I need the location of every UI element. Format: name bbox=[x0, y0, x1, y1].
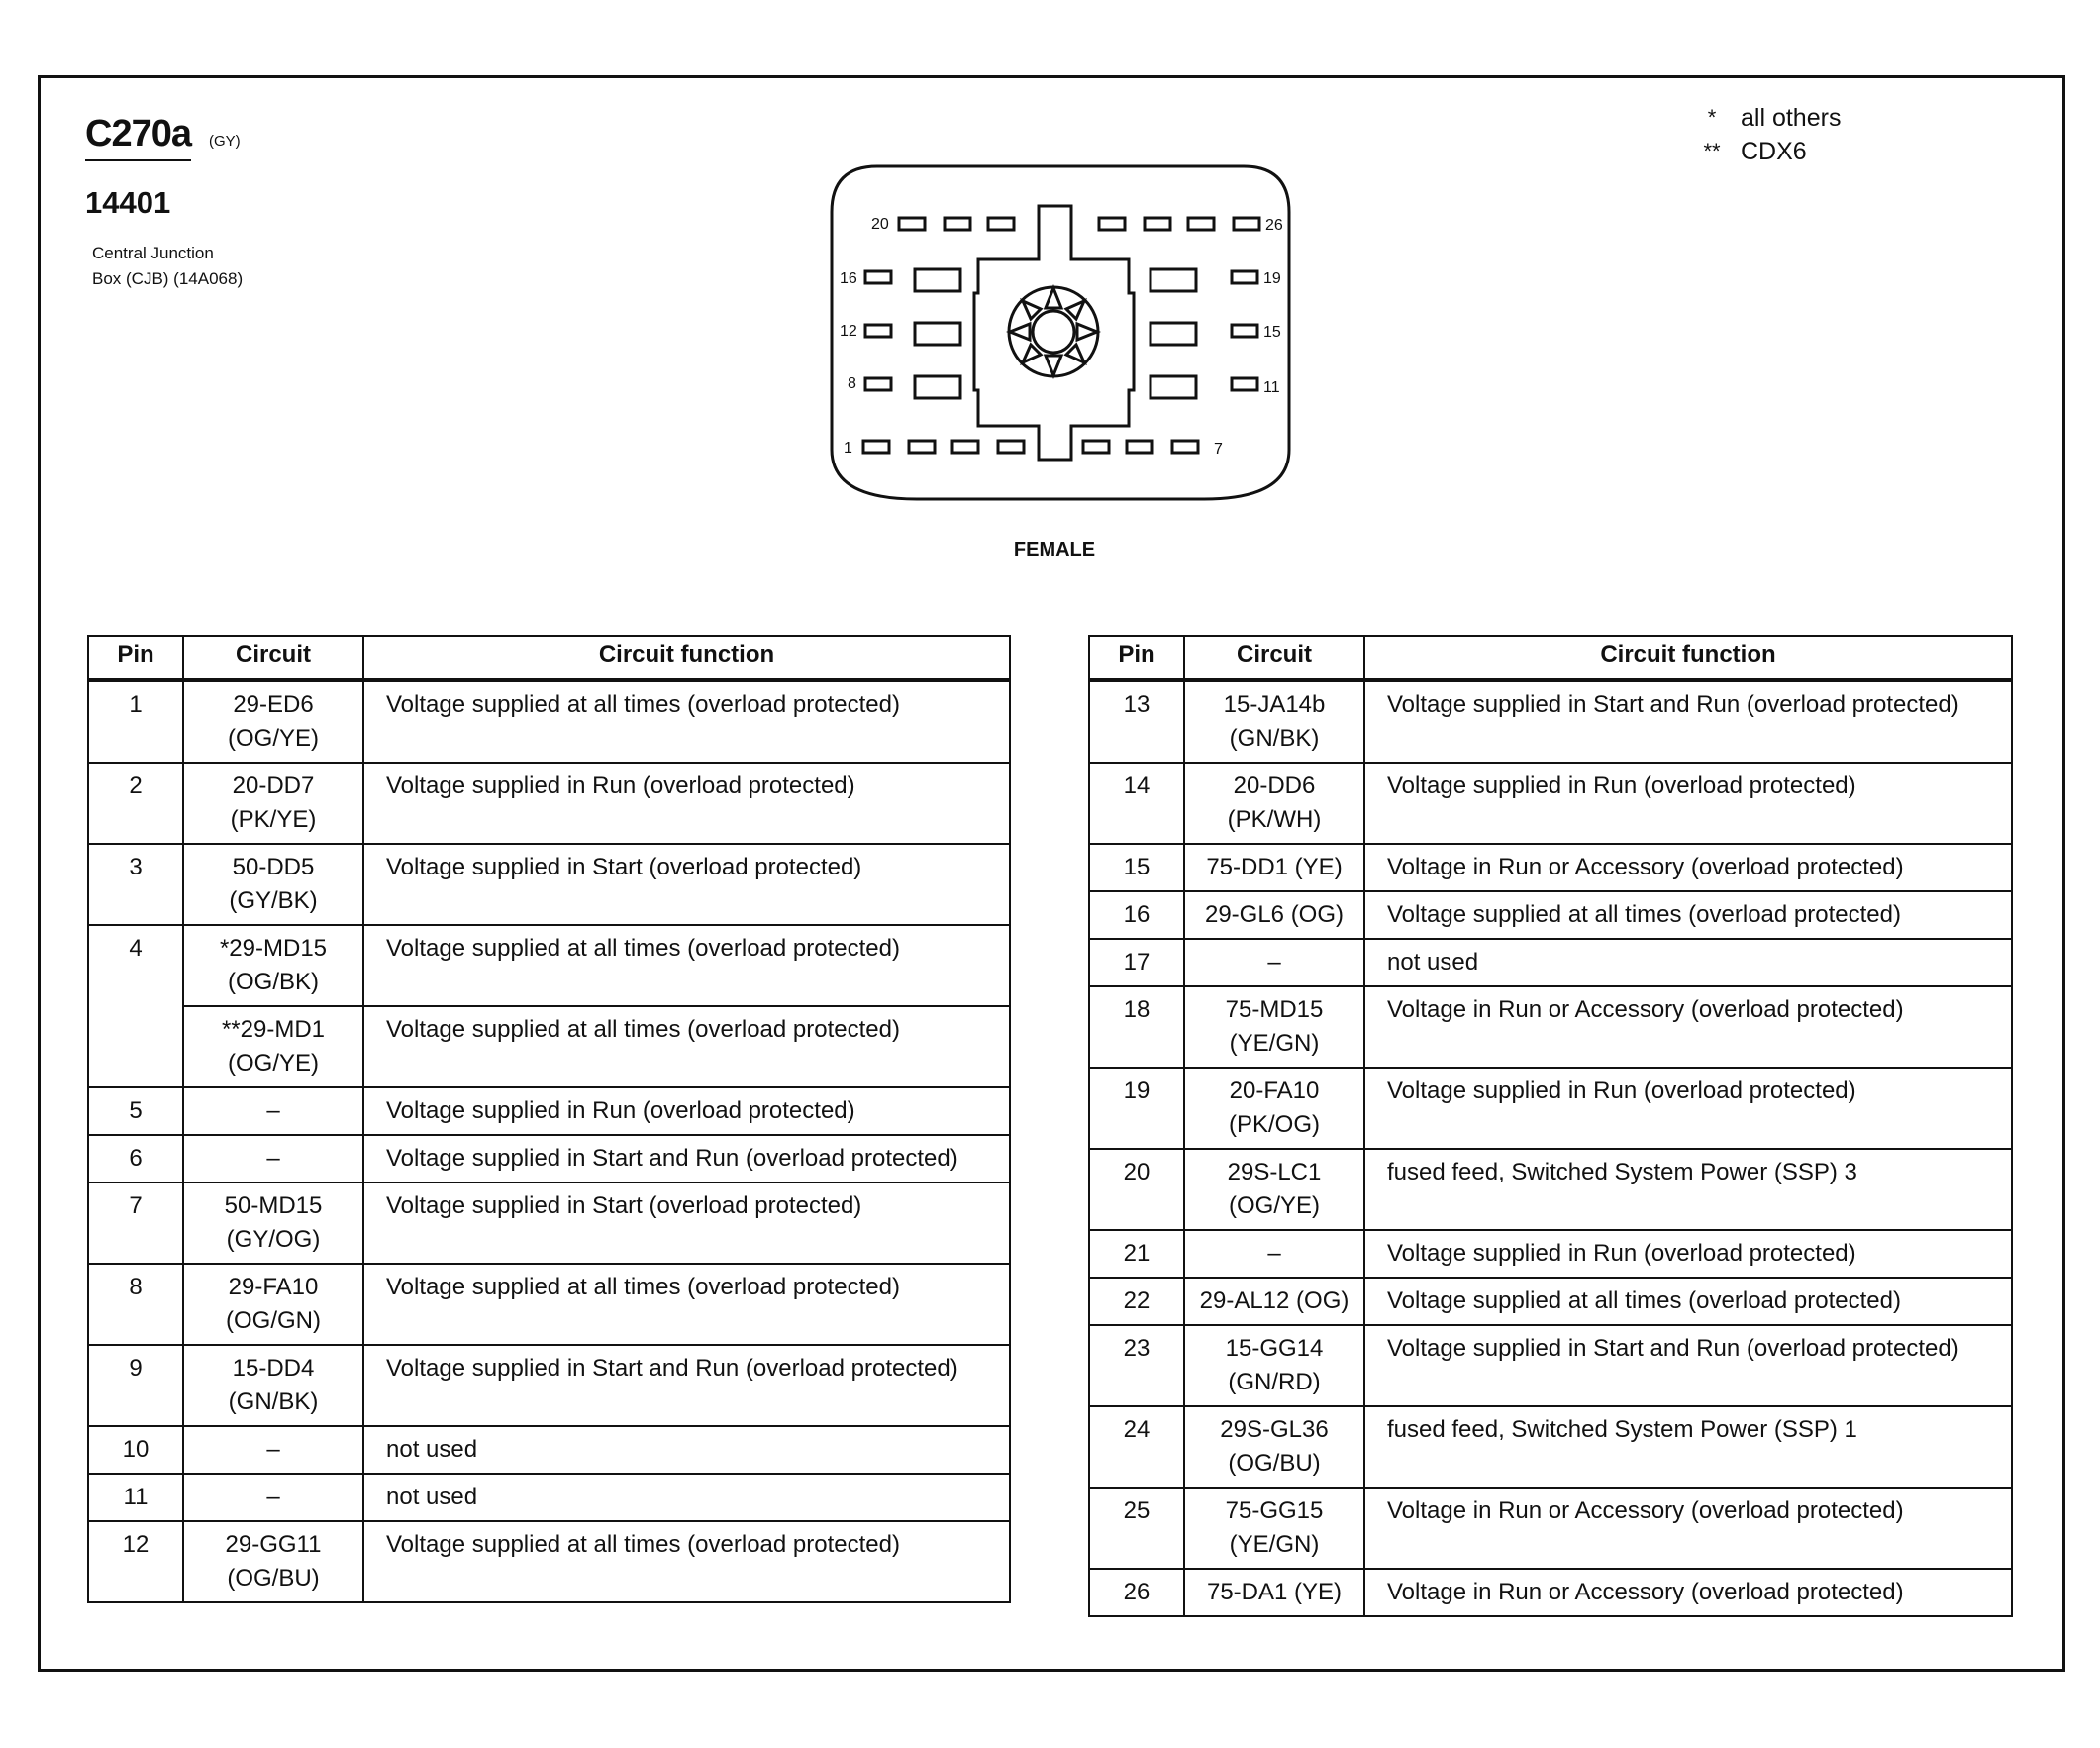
pin-number: 14 bbox=[1089, 763, 1184, 844]
center-key-star bbox=[1010, 288, 1097, 375]
table-row bbox=[1089, 844, 2012, 891]
pin-number: 4 bbox=[88, 925, 183, 1087]
circuit-function: Voltage in Run or Accessory (overload protected) bbox=[1364, 1488, 2012, 1569]
pin-label-19: 19 bbox=[1263, 270, 1281, 287]
pin-number: 25 bbox=[1089, 1488, 1184, 1569]
pin-number: 8 bbox=[88, 1264, 183, 1345]
circuit-cell bbox=[1184, 844, 1364, 891]
pin-label-26: 26 bbox=[1265, 217, 1283, 234]
pin-number: 21 bbox=[1089, 1230, 1184, 1278]
circuit-id: 20-FA10 bbox=[1229, 1078, 1320, 1104]
large-cavity-left-3 bbox=[915, 376, 960, 398]
wire-color: (OG/BU) bbox=[227, 1565, 320, 1592]
circuit-function: Voltage supplied in Start and Run (overload protected) bbox=[363, 1345, 1010, 1426]
connector-description bbox=[92, 241, 243, 292]
circuit-cell bbox=[1184, 986, 1364, 1068]
circuit-function: Voltage supplied in Start (overload protected) bbox=[363, 1182, 1010, 1264]
pin-table-right bbox=[1088, 635, 2013, 1617]
cavity-2 bbox=[909, 441, 935, 453]
circuit-cell bbox=[183, 1006, 363, 1087]
large-cavity-left-1 bbox=[915, 269, 960, 291]
circuit-function: Voltage in Run or Accessory (overload protected) bbox=[1364, 986, 2012, 1068]
circuit-id: 50-MD15 bbox=[224, 1192, 323, 1219]
wire-color: (YE/GN) bbox=[1229, 1030, 1320, 1057]
circuit-function: not used bbox=[363, 1474, 1010, 1521]
table-row bbox=[1089, 680, 2012, 763]
connector-face-diagram bbox=[828, 162, 1293, 505]
circuit-cell bbox=[1184, 1406, 1364, 1488]
header-pin: Pin bbox=[88, 636, 183, 680]
circuit-cell bbox=[183, 844, 363, 925]
circuit-function: Voltage supplied at all times (overload protected) bbox=[363, 1006, 1010, 1087]
cavity-21 bbox=[945, 218, 970, 230]
pin-number: 26 bbox=[1089, 1569, 1184, 1616]
header-function: Circuit function bbox=[1364, 636, 2012, 680]
wire-color: (GN/BK) bbox=[228, 1388, 319, 1415]
table-row bbox=[88, 1345, 1010, 1426]
circuit-function: fused feed, Switched System Power (SSP) 1 bbox=[1364, 1406, 2012, 1488]
circuit-cell bbox=[183, 1474, 363, 1521]
circuit-id: 29-AL12 (OG) bbox=[1199, 1287, 1350, 1314]
circuit-id: *29-MD15 bbox=[219, 935, 328, 962]
cavity-5 bbox=[1083, 441, 1109, 453]
table-row bbox=[1089, 939, 2012, 986]
circuit-function: fused feed, Switched System Power (SSP) 3 bbox=[1364, 1149, 2012, 1230]
circuit-id: 29-FA10 bbox=[228, 1274, 319, 1300]
wire-color: (PK/WH) bbox=[1227, 806, 1322, 833]
wire-color: (YE/GN) bbox=[1229, 1531, 1320, 1558]
circuit-cell bbox=[183, 925, 363, 1006]
table-row bbox=[1089, 1068, 2012, 1149]
circuit-id: – bbox=[1267, 949, 1281, 976]
circuit-function: Voltage supplied at all times (overload protected) bbox=[363, 680, 1010, 763]
pin-number: 18 bbox=[1089, 986, 1184, 1068]
circuit-cell bbox=[1184, 1230, 1364, 1278]
pin-label-1: 1 bbox=[844, 440, 852, 457]
circuit-id: 15-GG14 bbox=[1225, 1335, 1324, 1362]
cavity-19 bbox=[1232, 271, 1257, 283]
table-row bbox=[88, 1006, 1010, 1087]
pin-number: 16 bbox=[1089, 891, 1184, 939]
table-row bbox=[88, 763, 1010, 844]
pin-number: 22 bbox=[1089, 1278, 1184, 1325]
circuit-cell bbox=[1184, 1149, 1364, 1230]
table-row bbox=[1089, 1278, 2012, 1325]
circuit-cell bbox=[183, 1135, 363, 1182]
pin-number: 23 bbox=[1089, 1325, 1184, 1406]
table-row bbox=[1089, 1325, 2012, 1406]
table-row bbox=[88, 680, 1010, 763]
circuit-function: Voltage supplied in Run (overload protected) bbox=[1364, 763, 2012, 844]
pin-number: 6 bbox=[88, 1135, 183, 1182]
table-row bbox=[88, 1264, 1010, 1345]
cavity-15 bbox=[1232, 325, 1257, 337]
wire-color: (OG/YE) bbox=[227, 1050, 319, 1077]
table-row bbox=[1089, 763, 2012, 844]
circuit-cell bbox=[183, 680, 363, 763]
pin-label-7: 7 bbox=[1214, 441, 1223, 458]
circuit-id: – bbox=[1267, 1240, 1281, 1267]
pin-number: 9 bbox=[88, 1345, 183, 1426]
circuit-function: Voltage supplied in Start and Run (overload protected) bbox=[1364, 1325, 2012, 1406]
cavity-22 bbox=[988, 218, 1014, 230]
header-circuit: Circuit bbox=[1184, 636, 1364, 680]
circuit-cell bbox=[183, 1426, 363, 1474]
pin-table-left bbox=[87, 635, 1011, 1603]
cavity-4 bbox=[998, 441, 1024, 453]
circuit-id: 75-DD1 (YE) bbox=[1206, 854, 1343, 880]
circuit-function: not used bbox=[363, 1426, 1010, 1474]
circuit-id: – bbox=[266, 1097, 280, 1124]
connector-id: C270a bbox=[85, 113, 191, 161]
cavity-20 bbox=[899, 218, 925, 230]
pin-number: 2 bbox=[88, 763, 183, 844]
circuit-cell bbox=[1184, 1488, 1364, 1569]
circuit-function: Voltage supplied in Run (overload protected) bbox=[363, 763, 1010, 844]
header-circuit: Circuit bbox=[183, 636, 363, 680]
pin-label-15: 15 bbox=[1263, 324, 1281, 341]
pin-number: 13 bbox=[1089, 680, 1184, 763]
table-row bbox=[1089, 1406, 2012, 1488]
cavity-11 bbox=[1232, 378, 1257, 390]
circuit-cell bbox=[1184, 891, 1364, 939]
table-row bbox=[1089, 1488, 2012, 1569]
title-block bbox=[85, 113, 241, 161]
pin-number: 12 bbox=[88, 1521, 183, 1602]
pin-number: 19 bbox=[1089, 1068, 1184, 1149]
table-row bbox=[88, 1135, 1010, 1182]
circuit-cell bbox=[1184, 1325, 1364, 1406]
circuit-function: Voltage supplied at all times (overload protected) bbox=[363, 925, 1010, 1006]
large-cavity-right-2 bbox=[1150, 323, 1196, 345]
wire-color: (GN/RD) bbox=[1228, 1369, 1321, 1395]
table-row bbox=[88, 1474, 1010, 1521]
center-key-outline bbox=[974, 206, 1134, 460]
legend-symbol: ** bbox=[1703, 139, 1721, 163]
pin-number: 24 bbox=[1089, 1406, 1184, 1488]
circuit-id: – bbox=[266, 1484, 280, 1510]
table-row bbox=[88, 1182, 1010, 1264]
circuit-id: 20-DD6 bbox=[1233, 772, 1316, 799]
circuit-id: 75-MD15 bbox=[1225, 996, 1324, 1023]
pin-label-20: 20 bbox=[871, 216, 889, 233]
wire-color: (OG/BK) bbox=[227, 969, 319, 995]
part-number: 14401 bbox=[85, 185, 171, 220]
circuit-cell bbox=[183, 1521, 363, 1602]
circuit-id: 15-JA14b bbox=[1223, 691, 1326, 718]
table-row bbox=[88, 844, 1010, 925]
table-row bbox=[1089, 891, 2012, 939]
circuit-id: 29S-LC1 bbox=[1227, 1159, 1322, 1185]
description-line-1: Central Junction bbox=[92, 244, 214, 262]
cavity-8 bbox=[865, 378, 891, 390]
circuit-id: 29-GG11 bbox=[225, 1531, 322, 1558]
table-header-row bbox=[88, 636, 1010, 680]
circuit-cell bbox=[183, 1264, 363, 1345]
circuit-function: Voltage supplied in Run (overload protected) bbox=[1364, 1068, 2012, 1149]
pin-number: 7 bbox=[88, 1182, 183, 1264]
wire-color: (OG/GN) bbox=[226, 1307, 321, 1334]
circuit-cell bbox=[183, 763, 363, 844]
large-cavity-right-1 bbox=[1150, 269, 1196, 291]
circuit-function: not used bbox=[1364, 939, 2012, 986]
table-row bbox=[1089, 1230, 2012, 1278]
circuit-function: Voltage supplied in Run (overload protected) bbox=[363, 1087, 1010, 1135]
cavity-7 bbox=[1172, 441, 1198, 453]
circuit-id: – bbox=[266, 1436, 280, 1463]
circuit-function: Voltage supplied in Run (overload protected) bbox=[1364, 1230, 2012, 1278]
circuit-function: Voltage supplied at all times (overload protected) bbox=[1364, 1278, 2012, 1325]
circuit-id: 20-DD7 bbox=[232, 772, 315, 799]
circuit-cell bbox=[1184, 1278, 1364, 1325]
pin-number: 17 bbox=[1089, 939, 1184, 986]
circuit-function: Voltage supplied in Start and Run (overload protected) bbox=[1364, 680, 2012, 763]
table-row bbox=[88, 1521, 1010, 1602]
legend-row-all-others bbox=[1683, 101, 1841, 135]
table-row bbox=[1089, 1569, 2012, 1616]
connector-gender-label: FEMALE bbox=[1013, 539, 1096, 561]
center-key-inner-circle bbox=[1033, 311, 1074, 353]
wire-color: (OG/YE) bbox=[227, 725, 319, 752]
pin-label-8: 8 bbox=[848, 375, 856, 392]
legend-text: all others bbox=[1741, 104, 1842, 132]
cavity-6 bbox=[1127, 441, 1152, 453]
cavity-3 bbox=[952, 441, 978, 453]
table-row bbox=[88, 925, 1010, 1006]
circuit-cell bbox=[183, 1087, 363, 1135]
circuit-id: 50-DD5 bbox=[232, 854, 315, 880]
table-row bbox=[88, 1087, 1010, 1135]
pin-number: 15 bbox=[1089, 844, 1184, 891]
circuit-id: 75-GG15 bbox=[1225, 1497, 1324, 1524]
cavity-23 bbox=[1099, 218, 1125, 230]
cavity-26 bbox=[1234, 218, 1259, 230]
wire-color: (GY/BK) bbox=[229, 887, 318, 914]
circuit-cell bbox=[183, 1182, 363, 1264]
circuit-id: – bbox=[266, 1145, 280, 1172]
wire-color: (PK/OG) bbox=[1228, 1111, 1320, 1138]
pin-label-16: 16 bbox=[840, 270, 857, 287]
circuit-cell bbox=[1184, 1068, 1364, 1149]
legend-symbol: * bbox=[1707, 105, 1717, 130]
wire-color: (GY/OG) bbox=[226, 1226, 321, 1253]
table-header-row bbox=[1089, 636, 2012, 680]
pin-label-11: 11 bbox=[1263, 379, 1280, 396]
circuit-function: Voltage in Run or Accessory (overload protected) bbox=[1364, 1569, 2012, 1616]
legend-text: CDX6 bbox=[1741, 138, 1807, 165]
cavity-25 bbox=[1188, 218, 1214, 230]
description-line-2: Box (CJB) (14A068) bbox=[92, 269, 244, 288]
pin-number: 1 bbox=[88, 680, 183, 763]
header-pin: Pin bbox=[1089, 636, 1184, 680]
pin-number: 5 bbox=[88, 1087, 183, 1135]
pin-label-12: 12 bbox=[840, 323, 857, 340]
circuit-id: 29-ED6 bbox=[233, 691, 314, 718]
pin-number: 3 bbox=[88, 844, 183, 925]
circuit-id: 15-DD4 bbox=[232, 1355, 315, 1382]
legend-row-cdx6 bbox=[1683, 135, 1841, 168]
legend bbox=[1683, 101, 1841, 168]
circuit-function: Voltage supplied at all times (overload protected) bbox=[1364, 891, 2012, 939]
table-row bbox=[1089, 986, 2012, 1068]
pin-number: 10 bbox=[88, 1426, 183, 1474]
wire-color: (PK/YE) bbox=[230, 806, 317, 833]
circuit-function: Voltage supplied in Start (overload protected) bbox=[363, 844, 1010, 925]
wire-color: (OG/BU) bbox=[1228, 1450, 1321, 1477]
pin-number: 11 bbox=[88, 1474, 183, 1521]
circuit-function: Voltage supplied at all times (overload protected) bbox=[363, 1521, 1010, 1602]
wire-color: (OG/YE) bbox=[1228, 1192, 1320, 1219]
large-cavity-right-3 bbox=[1150, 376, 1196, 398]
circuit-id: 29-GL6 (OG) bbox=[1204, 901, 1345, 928]
cavity-1 bbox=[863, 441, 889, 453]
circuit-id: **29-MD1 bbox=[221, 1016, 326, 1043]
cavity-16 bbox=[865, 271, 891, 283]
table-row bbox=[1089, 1149, 2012, 1230]
large-cavity-left-2 bbox=[915, 323, 960, 345]
wire-color: (GN/BK) bbox=[1229, 725, 1320, 752]
circuit-function: Voltage supplied in Start and Run (overload protected) bbox=[363, 1135, 1010, 1182]
circuit-id: 29S-GL36 bbox=[1220, 1416, 1329, 1443]
circuit-function: Voltage in Run or Accessory (overload protected) bbox=[1364, 844, 2012, 891]
cavity-24 bbox=[1145, 218, 1170, 230]
table-row bbox=[88, 1426, 1010, 1474]
circuit-cell bbox=[183, 1345, 363, 1426]
pin-number: 20 bbox=[1089, 1149, 1184, 1230]
connector-color: (GY) bbox=[208, 133, 241, 151]
cavity-12 bbox=[865, 325, 891, 337]
circuit-cell bbox=[1184, 1569, 1364, 1616]
circuit-function: Voltage supplied at all times (overload protected) bbox=[363, 1264, 1010, 1345]
header-function: Circuit function bbox=[363, 636, 1010, 680]
circuit-cell bbox=[1184, 763, 1364, 844]
circuit-cell bbox=[1184, 939, 1364, 986]
circuit-id: 75-DA1 (YE) bbox=[1206, 1579, 1343, 1605]
circuit-cell bbox=[1184, 680, 1364, 763]
